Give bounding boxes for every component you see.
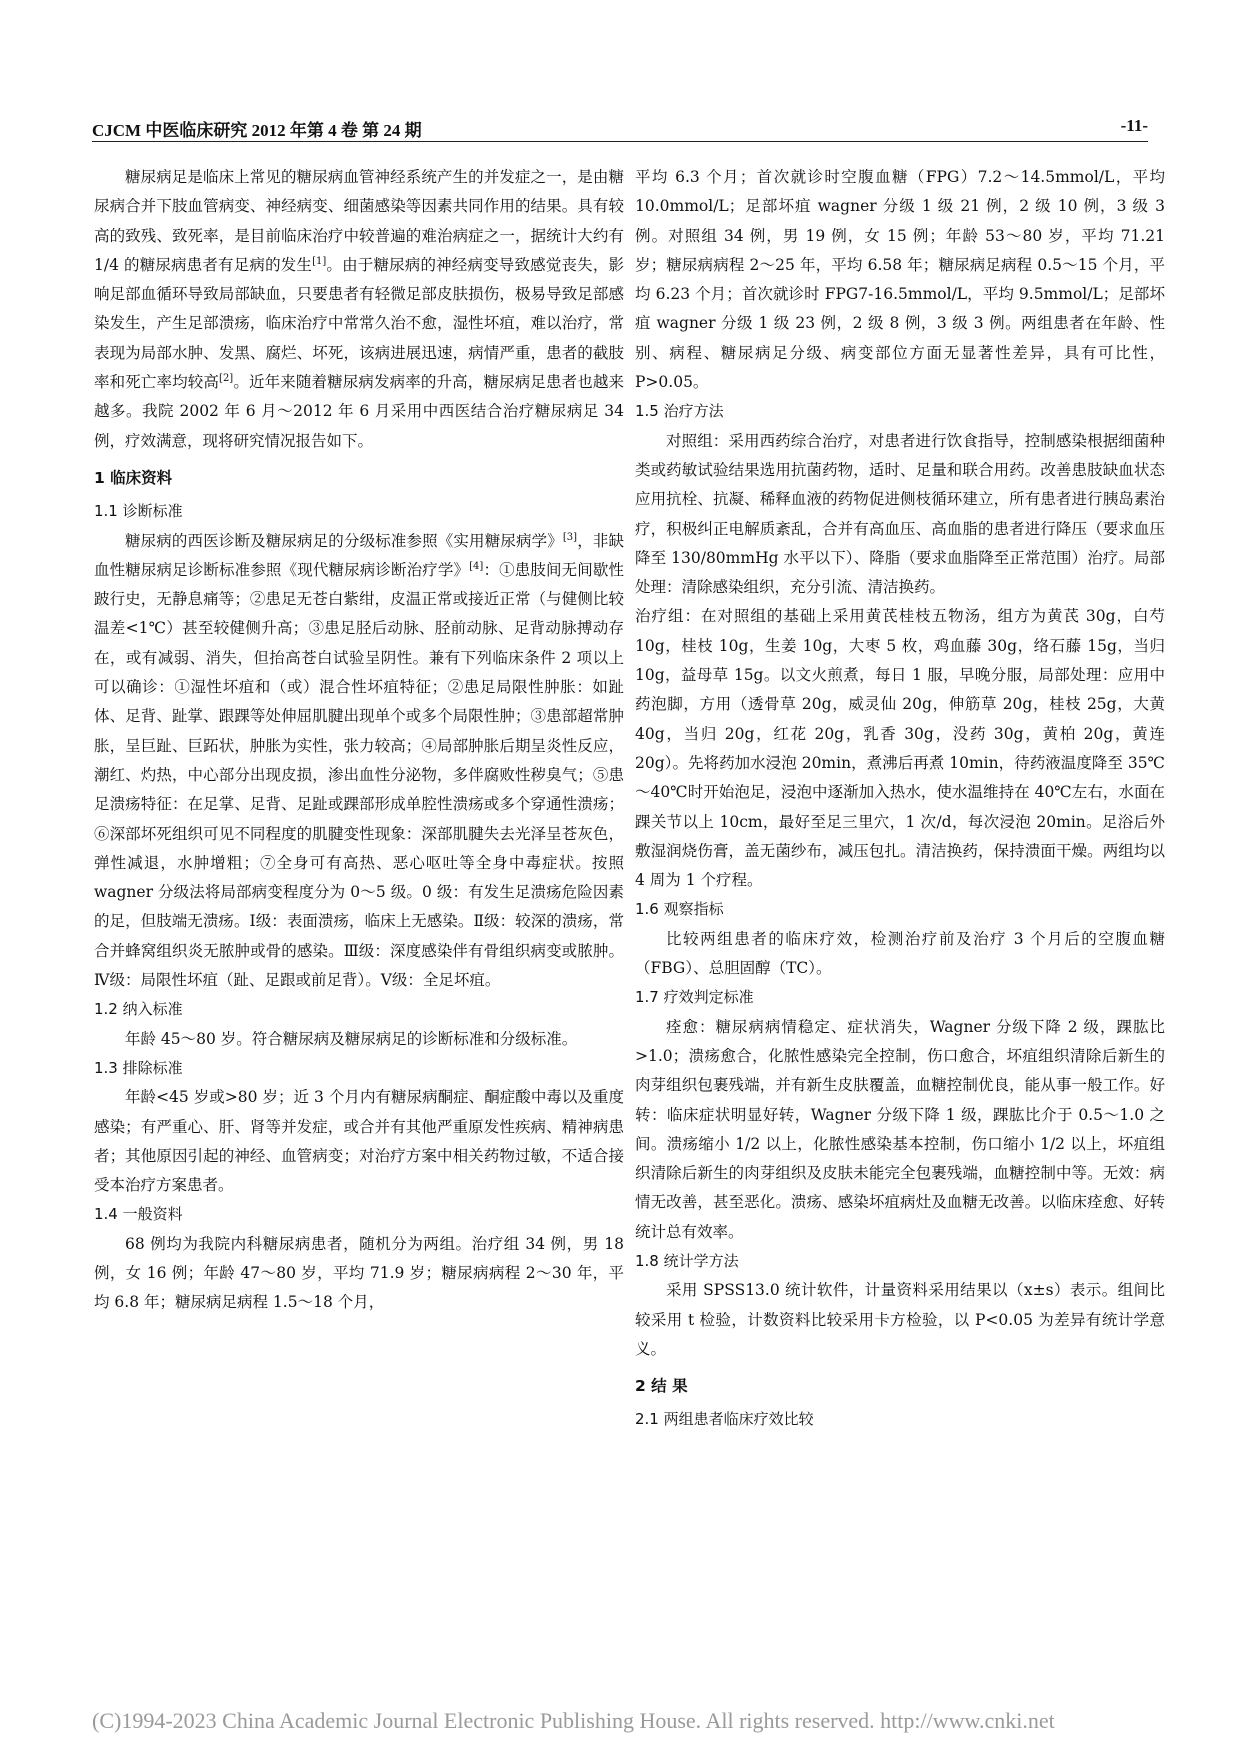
subsection-heading-1-4: 1.4 一般资料	[94, 1205, 183, 1224]
subsection-heading-1-1: 1.1 诊断标准	[94, 502, 183, 521]
inclusion-paragraph: 年龄 45～80 岁。符合糖尿病及糖尿病足的诊断标准和分级标准。	[125, 1029, 578, 1048]
section-heading-1: 1 临床资料	[94, 468, 173, 487]
copyright-footer: (C)1994-2023 China Academic Journal Electronic Publishing House. All rights reserved. http://www.cnki.net	[92, 1708, 1055, 1733]
subsection-heading-1-6: 1.6 观察指标	[635, 900, 724, 919]
citation-3[interactable]: [3]	[562, 531, 578, 543]
diagnosis-paragraph	[94, 527, 624, 996]
intro-text: 糖尿病足是临床上常见的糖尿病血管神经系统产生的并发症之一，是由糖尿病合并下肢血管病变、神经病变、细菌感染等因素共同作用的结果。具有较高的致残、致死率，是目前临床治疗中较普遍的难治病症之一，据统计大约有 1/4 的糖尿病患者有足病的发生	[94, 168, 624, 274]
statistics-paragraph: 采用 SPSS13.0 统计软件，计量资料采用结果以（x±s）表示。组间比较采用 t 检验，计数资料比较采用卡方检验，以 P<0.05 为差异有统计学意义。	[635, 1281, 1165, 1358]
intro-text-3: 。近年来随着糖尿病发病率的升高，糖尿病足患者也越来越多。我院 2002 年 6 月～2012 年 6 月采用中西医结合治疗糖尿病足 34 例，疗效满意，现将研究情况报告如下。	[94, 373, 624, 450]
general-data-continued: 平均 6.3 个月；首次就诊时空腹血糖（FPG）7.2～14.5mmol/L，平均 10.0mmol/L；足部坏疽 wagner 分级 1 级 21 例，2 级 10 例，3 级 3 例。对照组 34 例，男 19 例，女 15 例；年龄 53～80 岁，平均 71.21 岁；糖尿病病程 2～25 年，平均 6.58 年；糖尿病足病程 0.5～15 个月，平均 6.23 个月；首次就诊时 FPG7-16.5mmol/L，平均 9.5mmol/L；足部坏疽 wagner 分级 1 级 23 例，2 级 8 例，3 级 3 例。两组患者在年龄、性别、病程、糖尿病足分级、病变部位方面无显著性差异，具有可比性，P>0.05。	[635, 168, 1165, 392]
treatment-group-paragraph: 治疗组：在对照组的基础上采用黄芪桂枝五物汤，组方为黄芪 30g，白芍 10g，桂枝 10g，生姜 10g，大枣 5 枚，鸡血藤 30g，络石藤 15g，当归 10g，益母草 15g。以文火煎煮，每日 1 服，早晚分服，局部处理：应用中药泡脚，方用（透骨草 20g，威灵仙 20g，伸筋草 20g，桂枝 25g，大黄 40g，当归 20g，红花 20g，乳香 30g，没药 30g，黄柏 20g，黄连 20g）。先将药加水浸泡 20min，煮沸后再煮 10min，待药液温度降至 35℃～40℃时开始泡足，浸泡中逐渐加入热水，使水温维持在 40℃左右，水面在踝关节以上 10cm，最好至足三里穴，1 次/d，每次浸泡 20min。足浴后外敷湿润烧伤膏，盖无菌纱布，减压包扎。清洁换药，保持溃面干燥。两组均以 4 周为 1 个疗程。	[635, 607, 1165, 890]
general-data-paragraph: 68 例均为我院内科糖尿病患者，随机分为两组。治疗组 34 例，男 18 例，女 16 例；年龄 47～80 岁，平均 71.9 岁；糖尿病病程 2～30 年，平均 6.8 年；糖尿病足病程 1.5～18 个月，	[94, 1234, 624, 1312]
intro-paragraph	[94, 163, 624, 456]
subsection-heading-1-2: 1.2 纳入标准	[94, 1000, 183, 1019]
citation-2[interactable]: [2]	[219, 372, 234, 384]
efficacy-paragraph: 痊愈：糖尿病病情稳定、症状消失，Wagner 分级下降 2 级，踝肱比>1.0；溃疡愈合，化脓性感染完全控制，伤口愈合，坏疽组织清除后新生的肉芽组织包裹残端，并有新生皮肤覆盖，血糖控制优良，能从事一般工作。好转：临床症状明显好转，Wagner 分级下降 1 级，踝肱比介于 0.5～1.0 之间。溃疡缩小 1/2 以上，化脓性感染基本控制，伤口缩小 1/2 以上，坏疽组织清除后新生的肉芽组织及皮肤未能完全包裹残端，血糖控制中等。无效：病情无改善，甚至恶化。溃疡、感染坏疽病灶及血糖无改善。以临床痊愈、好转统计总有效率。	[635, 1017, 1165, 1241]
control-group-paragraph: 对照组：采用西药综合治疗，对患者进行饮食指导，控制感染根据细菌种类或药敏试验结果选用抗菌药物，适时、足量和联合用药。改善患肢缺血状态应用抗栓、抗凝、稀释血液的药物促进侧枝循环建立，所有患者进行胰岛素治疗，积极纠正电解质紊乱，合并有高血压、高血脂的患者进行降压（要求血压降至 130/80mmHg 水平以下）、降脂（要求血脂降至正常范围）治疗。局部处理：清除感染组织，充分引流、清洁换药。	[635, 431, 1165, 597]
journal-title: CJCM 中医临床研究 2012 年第 4 卷 第 24 期	[92, 121, 422, 140]
subsection-heading-1-7: 1.7 疗效判定标准	[635, 988, 754, 1007]
running-header	[92, 116, 1148, 140]
header-rule	[92, 141, 1148, 142]
subsection-heading-1-5: 1.5 治疗方法	[635, 402, 724, 421]
intro-text-2: 。由于糖尿病的神经病变导致感觉丧失，影响足部血循环导致局部缺血，只要患者有轻微足部皮肤损伤，极易导致足部感染发生，产生足部溃疡，临床治疗中常常久治不愈，湿性坏疽，难以治疗，常表现为局部水肿、发黑、腐烂、坏死，该病进展迅速，病情严重，患者的截肢率和死亡率均较高	[94, 255, 624, 392]
subsection-heading-1-3: 1.3 排除标准	[94, 1058, 183, 1077]
subsection-heading-2-1: 2.1 两组患者临床疗效比较	[635, 1410, 814, 1429]
page-number: -11-	[1120, 116, 1148, 135]
right-column	[635, 163, 1165, 1435]
subsection-heading-1-8: 1.8 统计学方法	[635, 1251, 739, 1270]
diagnosis-text-c: ：①患肢间无间歇性跛行史，无静息痛等；②患足无苍白紫绀，皮温正常或接近正常（与健侧比较温差<1℃）甚至较健侧升高；③患足胫后动脉、胫前动脉、足背动脉搏动存在，或有减弱、消失，但抬高苍白试验呈阴性。兼有下列临床条件 2 项以上可以确诊：①湿性坏疽和（或）混合性坏疽特征；②患足局限性肿胀：如趾体、足背、趾掌、跟踝等处伸屈肌腱出现单个或多个局限性肿；③患部超常肿胀，呈巨趾、巨跖状，肿胀为实性，张力较高；④局部肿胀后期呈炎性反应，潮红、灼热，中心部分出现皮损，渗出血性分泌物，多伴腐败性秽臭气；⑤患足溃疡特征：在足掌、足背、足趾或踝部形成单腔性溃疡或多个穿通性溃疡；⑥深部坏死组织可见不同程度的肌腱变性现象：深部肌腱失去光泽呈苍灰色，弹性减退，水肿增粗；⑦全身可有高热、恶心呕吐等全身中毒症状。按照 wagner 分级法将局部病变程度分为 0～5 级。0 级：有发生足溃疡危险因素的足，但肢端无溃疡。Ⅰ级：表面溃疡，临床上无感染。Ⅱ级：较深的溃疡，常合并蜂窝组织炎无脓肿或骨的感染。Ⅲ级：深度感染伴有骨组织病变或脓肿。Ⅳ级：局限性坏疽（趾、足跟或前足背）。Ⅴ级：全足坏疽。	[94, 560, 624, 990]
observation-paragraph: 比较两组患者的临床疗效，检测治疗前及治疗 3 个月后的空腹血糖（FBG）、总胆固醇（TC）。	[635, 929, 1165, 978]
left-column	[94, 163, 624, 1318]
citation-4[interactable]: [4]	[469, 560, 484, 572]
citation-1[interactable]: [1]	[312, 255, 327, 267]
section-heading-2: 2 结 果	[635, 1377, 688, 1396]
diagnosis-text-b: ，非缺血性糖尿病足诊断标准参照《现代糖尿病诊断治疗学》	[94, 531, 624, 579]
diagnosis-text-a: 糖尿病的西医诊断及糖尿病足的分级标准参照《实用糖尿病学》	[125, 531, 563, 550]
exclusion-paragraph: 年龄<45 岁或>80 岁；近 3 个月内有糖尿病酮症、酮症酸中毒以及重度感染；有严重心、肝、肾等并发症，或合并有其他严重原发性疾病、精神病患者；其他原因引起的神经、血管病变；对治疗方案中相关药物过敏，不适合接受本治疗方案患者。	[94, 1088, 624, 1195]
